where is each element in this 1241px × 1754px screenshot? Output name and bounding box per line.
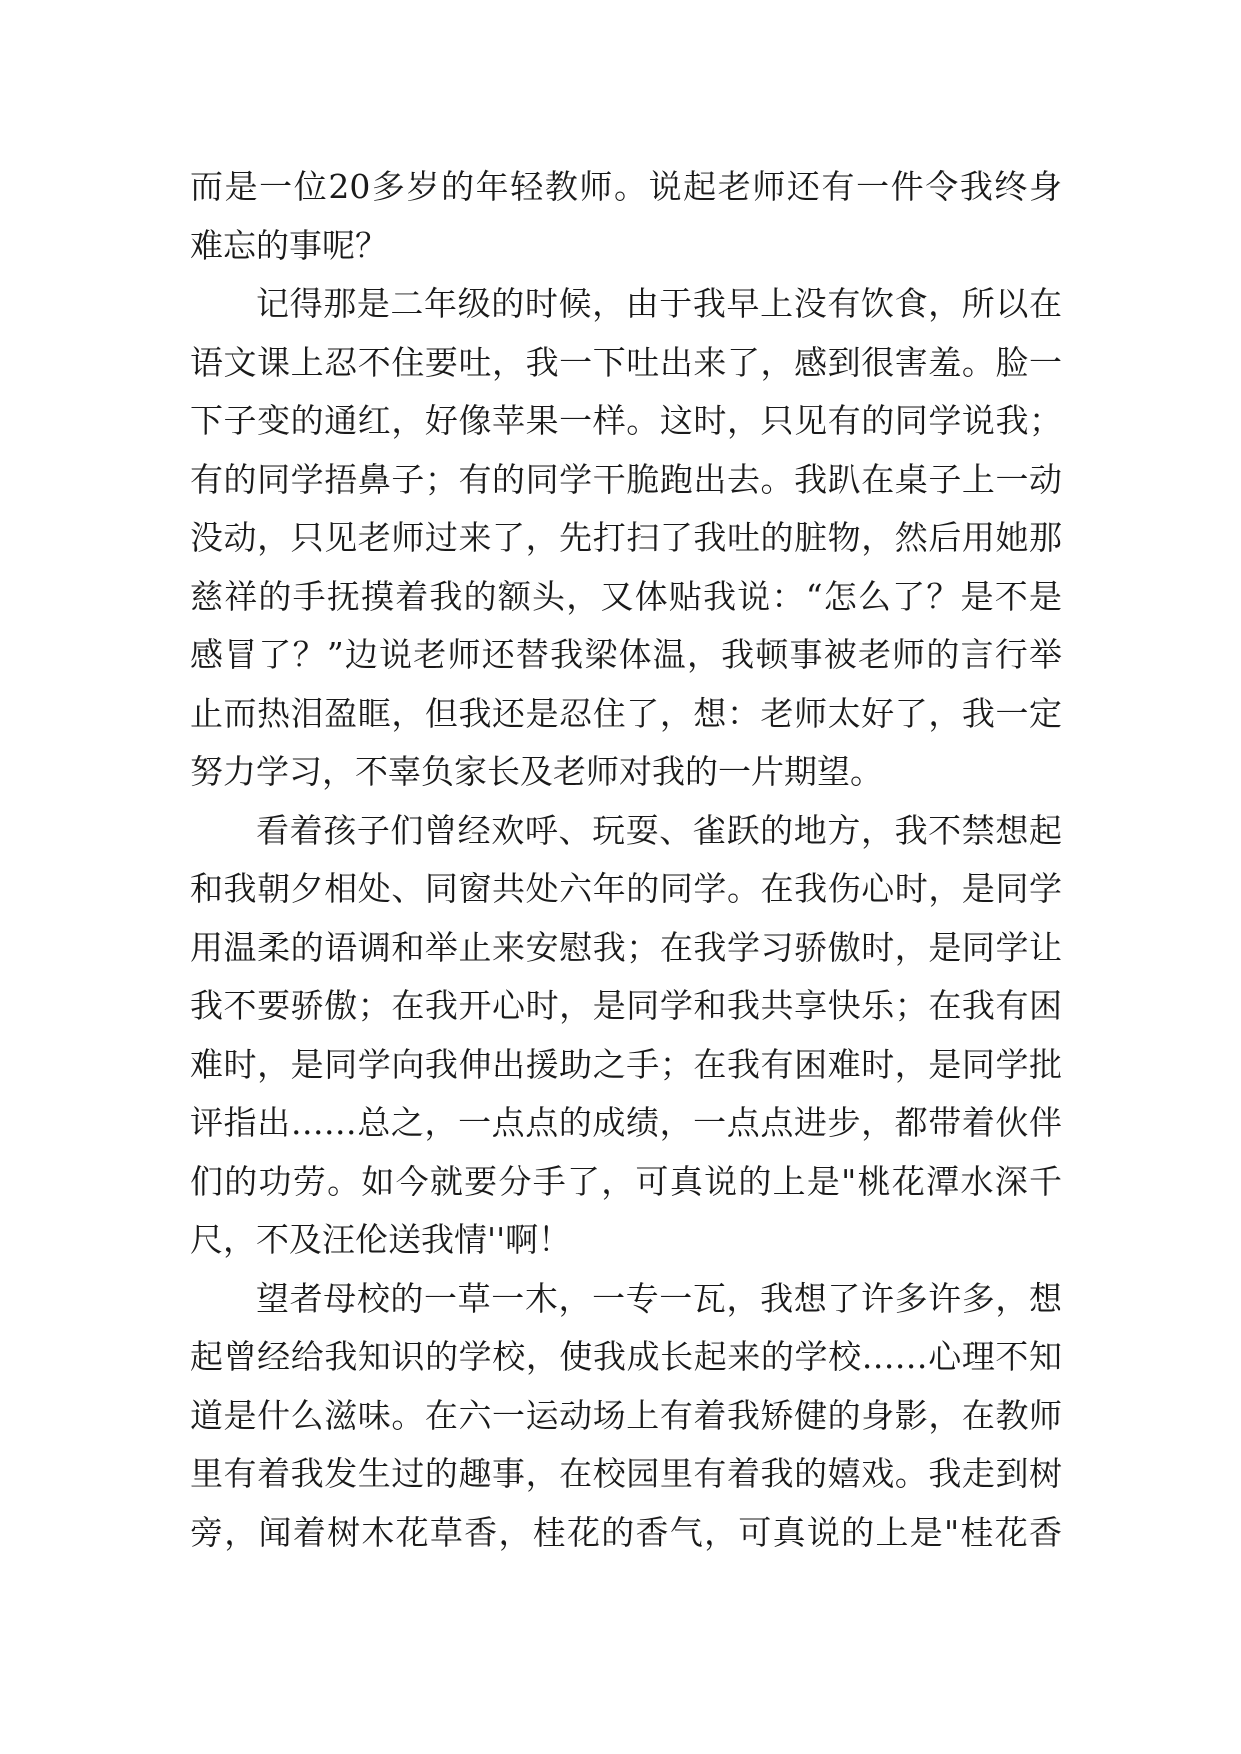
text-line: 感冒了？”边说老师还替我梁体温，我顿事被老师的言行举 <box>190 635 1062 674</box>
text-line: 和我朝夕相处、同窗共处六年的同学。在我伤心时，是同学 <box>190 869 1062 908</box>
text-line: 评指出……总之，一点点的成绩，一点点进步，都带着伙伴 <box>190 1103 1062 1142</box>
text-line: 语文课上忍不住要吐，我一下吐出来了，感到很害羞。脸一 <box>190 342 1062 382</box>
text-line: 止而热泪盈眶，但我还是忍住了，想：老师太好了，我一定 <box>190 693 1062 733</box>
text-line: 尺，不及汪伦送我情''啊！ <box>190 1220 572 1259</box>
text-line: 们的功劳。如今就要分手了，可真说的上是"桃花潭水深千 <box>190 1161 1062 1201</box>
text-line: 我不要骄傲；在我开心时，是同学和我共享快乐；在我有困 <box>190 986 1062 1025</box>
text-line: 用温柔的语调和举止来安慰我；在我学习骄傲时，是同学让 <box>190 927 1062 967</box>
text-line: 而是一位20多岁的年轻教师。说起老师还有一件令我终身 <box>190 167 1062 206</box>
text-line: 下子变的通红，好像苹果一样。这时，只见有的同学说我； <box>190 401 1062 440</box>
paragraph-first-line: 看着孩子们曾经欢呼、玩耍、雀跃的地方，我不禁想起 <box>256 810 1062 850</box>
text-line: 道是什么滋味。在六一运动场上有着我矫健的身影，在教师 <box>190 1395 1062 1435</box>
text-line: 难时，是同学向我伸出援助之手；在我有困难时，是同学批 <box>190 1044 1062 1084</box>
text-line: 慈祥的手抚摸着我的额头，又体贴我说：“怎么了？是不是 <box>190 576 1062 616</box>
text-line: 有的同学捂鼻子；有的同学干脆跑出去。我趴在桌子上一动 <box>190 459 1062 499</box>
text-line: 里有着我发生过的趣事，在校园里有着我的嬉戏。我走到树 <box>190 1454 1062 1493</box>
paragraph-first-line: 记得那是二年级的时候，由于我早上没有饮食，所以在 <box>256 284 1062 323</box>
paragraph-first-line: 望者母校的一草一木，一专一瓦，我想了许多许多，想 <box>256 1278 1062 1318</box>
text-line: 起曾经给我知识的学校，使我成长起来的学校……心理不知 <box>190 1337 1062 1376</box>
text-line: 难忘的事呢？ <box>190 225 388 265</box>
text-line: 旁，闻着树木花草香，桂花的香气，可真说的上是"桂花香 <box>190 1512 1062 1552</box>
body-text <box>190 158 1062 1562</box>
text-line: 没动，只见老师过来了，先打扫了我吐的脏物，然后用她那 <box>190 518 1062 557</box>
text-line: 努力学习，不辜负家长及老师对我的一片期望。 <box>190 752 883 791</box>
